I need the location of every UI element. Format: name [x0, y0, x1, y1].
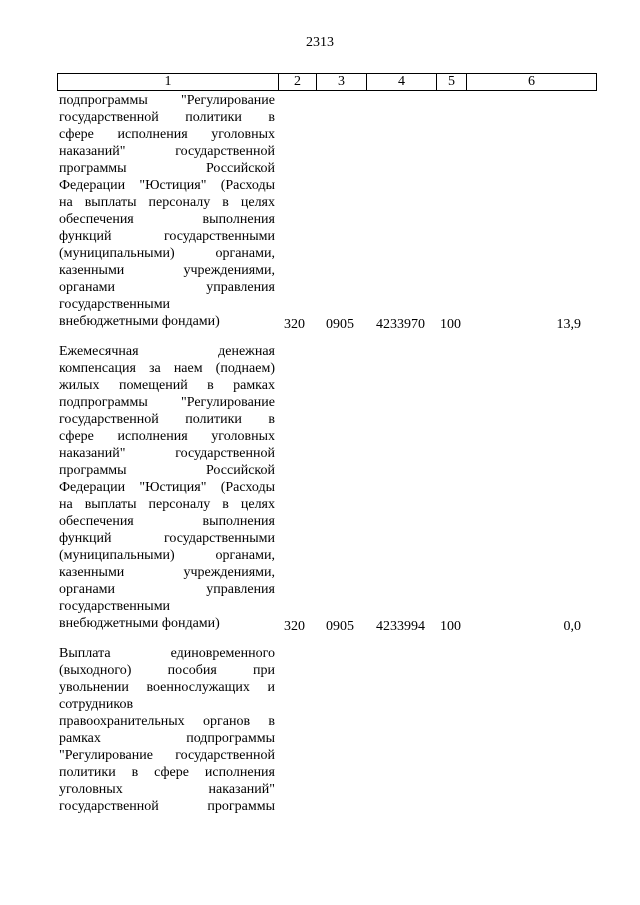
text-line: сотрудников [59, 697, 134, 712]
text-line: политики в сфере исполнения [59, 765, 275, 780]
text-line: (муниципальными) органами, [59, 246, 275, 261]
text-line: внебюджетными фондами) [59, 314, 220, 329]
text-line: (муниципальными) органами, [59, 548, 275, 563]
entry-col3-value: 0905 [326, 317, 354, 332]
text-line: подпрограммы "Регулирование [59, 395, 275, 410]
column-header-table [57, 73, 597, 91]
entry-col2-value: 320 [284, 619, 305, 634]
text-line: Федерации "Юстиция" (Расходы [59, 480, 275, 495]
text-line: наказаний" государственной [59, 446, 275, 461]
column-header-5: 5 [437, 74, 467, 91]
text-line: "Регулирование государственной [59, 748, 275, 763]
text-line: органами управления [59, 280, 275, 295]
text-line: казенными учреждениями, [59, 565, 275, 580]
entry-description [59, 343, 275, 632]
text-line: сфере исполнения уголовных [59, 127, 275, 142]
text-line: Выплата единовременного [59, 646, 275, 661]
text-line: государственными [59, 599, 171, 614]
entry-col3-value: 0905 [326, 619, 354, 634]
column-header-3: 3 [317, 74, 367, 91]
text-line: государственными [59, 297, 171, 312]
text-line: подпрограммы "Регулирование [59, 93, 275, 108]
text-line: функций государственными [59, 531, 275, 546]
text-line: казенными учреждениями, [59, 263, 275, 278]
text-line: обеспечения выполнения [59, 514, 275, 529]
column-header-4: 4 [367, 74, 437, 91]
text-line: жилых помещений в рамках [59, 378, 275, 393]
text-line: обеспечения выполнения [59, 212, 275, 227]
text-line: Ежемесячная денежная [59, 344, 275, 359]
text-line: программы Российской [59, 161, 275, 176]
entry-description [59, 645, 275, 815]
column-header-6: 6 [467, 74, 597, 91]
entry-col4-value: 4233970 [376, 317, 425, 332]
text-line: компенсация за наем (поднаем) [59, 361, 275, 376]
entry-col5-value: 100 [440, 619, 461, 634]
entry-col6-value: 13,9 [556, 317, 581, 332]
entry-col2-value: 320 [284, 317, 305, 332]
entry-col6-value: 0,0 [563, 619, 581, 634]
text-line: государственной политики в [59, 412, 275, 427]
column-header-1: 1 [58, 74, 279, 91]
text-line: правоохранительных органов в [59, 714, 275, 729]
text-line: наказаний" государственной [59, 144, 275, 159]
page-number: 2313 [306, 35, 334, 50]
entry-col5-value: 100 [440, 317, 461, 332]
text-line: Федерации "Юстиция" (Расходы [59, 178, 275, 193]
text-line: государственной программы [59, 799, 275, 814]
text-line: увольнении военнослужащих и [59, 680, 275, 695]
text-line: уголовных наказаний" [59, 782, 275, 797]
text-line: государственной политики в [59, 110, 275, 125]
text-line: рамках подпрограммы [59, 731, 275, 746]
column-header-2: 2 [279, 74, 317, 91]
text-line: внебюджетными фондами) [59, 616, 220, 631]
text-line: программы Российской [59, 463, 275, 478]
text-line: (выходного) пособия при [59, 663, 275, 678]
text-line: функций государственными [59, 229, 275, 244]
text-line: органами управления [59, 582, 275, 597]
entry-description [59, 92, 275, 330]
text-line: на выплаты персоналу в целях [59, 195, 275, 210]
entry-col4-value: 4233994 [376, 619, 425, 634]
text-line: на выплаты персоналу в целях [59, 497, 275, 512]
text-line: сфере исполнения уголовных [59, 429, 275, 444]
